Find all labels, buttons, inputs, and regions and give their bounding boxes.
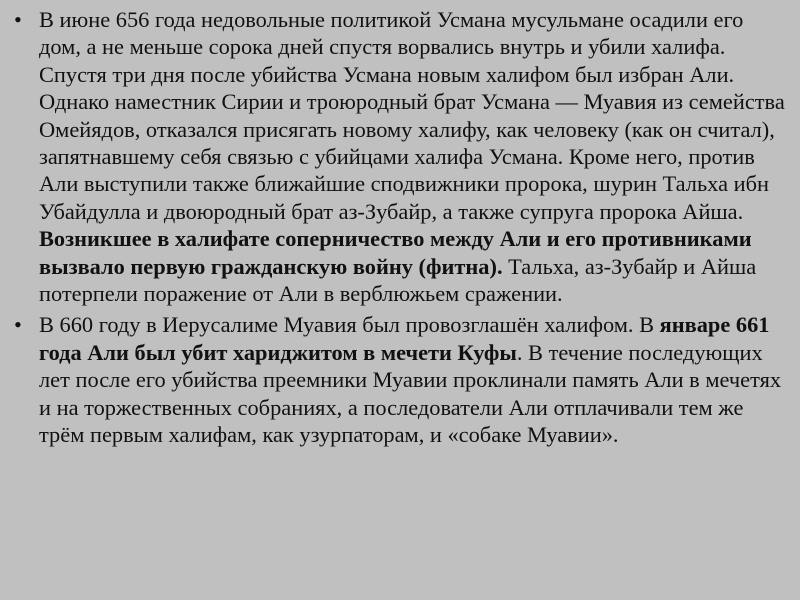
bullet-text-656-bold: Возникшее в халифате соперничество между Али и его противниками вызвало первую гражданскую войну (фитна). <box>39 226 752 279</box>
bullet-marker: • <box>14 312 22 338</box>
bullet-item-660 <box>14 311 790 448</box>
bullet-item-656 <box>14 6 790 307</box>
bullet-text-656-part-2: Тальха, аз-Зубайр и Айша потерпели поражение от Али в верблюжьем сражении. <box>39 253 757 307</box>
bullet-text-660-part-1: В 660 году в Иерусалиме Муавия был провозглашён халифом. В <box>39 312 660 338</box>
bullet-marker: • <box>14 7 22 32</box>
bullet-text-660-bold: январе 661 года Али был убит хариджитом в мечети Куфы <box>39 312 770 365</box>
bullet-list <box>14 6 790 453</box>
bullet-text-656-part-1: В июне 656 года недовольные политикой Усмана мусульмане осадили его дом, а не меньше сорока дней спустя ворвались внутрь и убили халифа. Спустя три дня после убийства Усмана новым халифом был избран Али. Однако наместник Сирии и троюродный брат Усмана — Муавия из семейства Омейядов, отказался присягать новому халифу, как человеку (как он считал), запятнавшему себя связью с убийцами халифа Усмана. Кроме него, против Али выступили также ближайшие сподвижники пророка, шурин Тальха ибн Убайдулла и двоюродный брат аз-Зубайр, а также супруга пророка Айша. <box>39 7 785 224</box>
bullet-text-660-part-2: . В течение последующих лет после его убийства преемники Муавии проклинали память Али в мечетях и на торжественных собраниях, а последователи Али отплачивали тем же трём первым халифам, как узурпаторам, и «собаке Муавии». <box>39 339 782 448</box>
